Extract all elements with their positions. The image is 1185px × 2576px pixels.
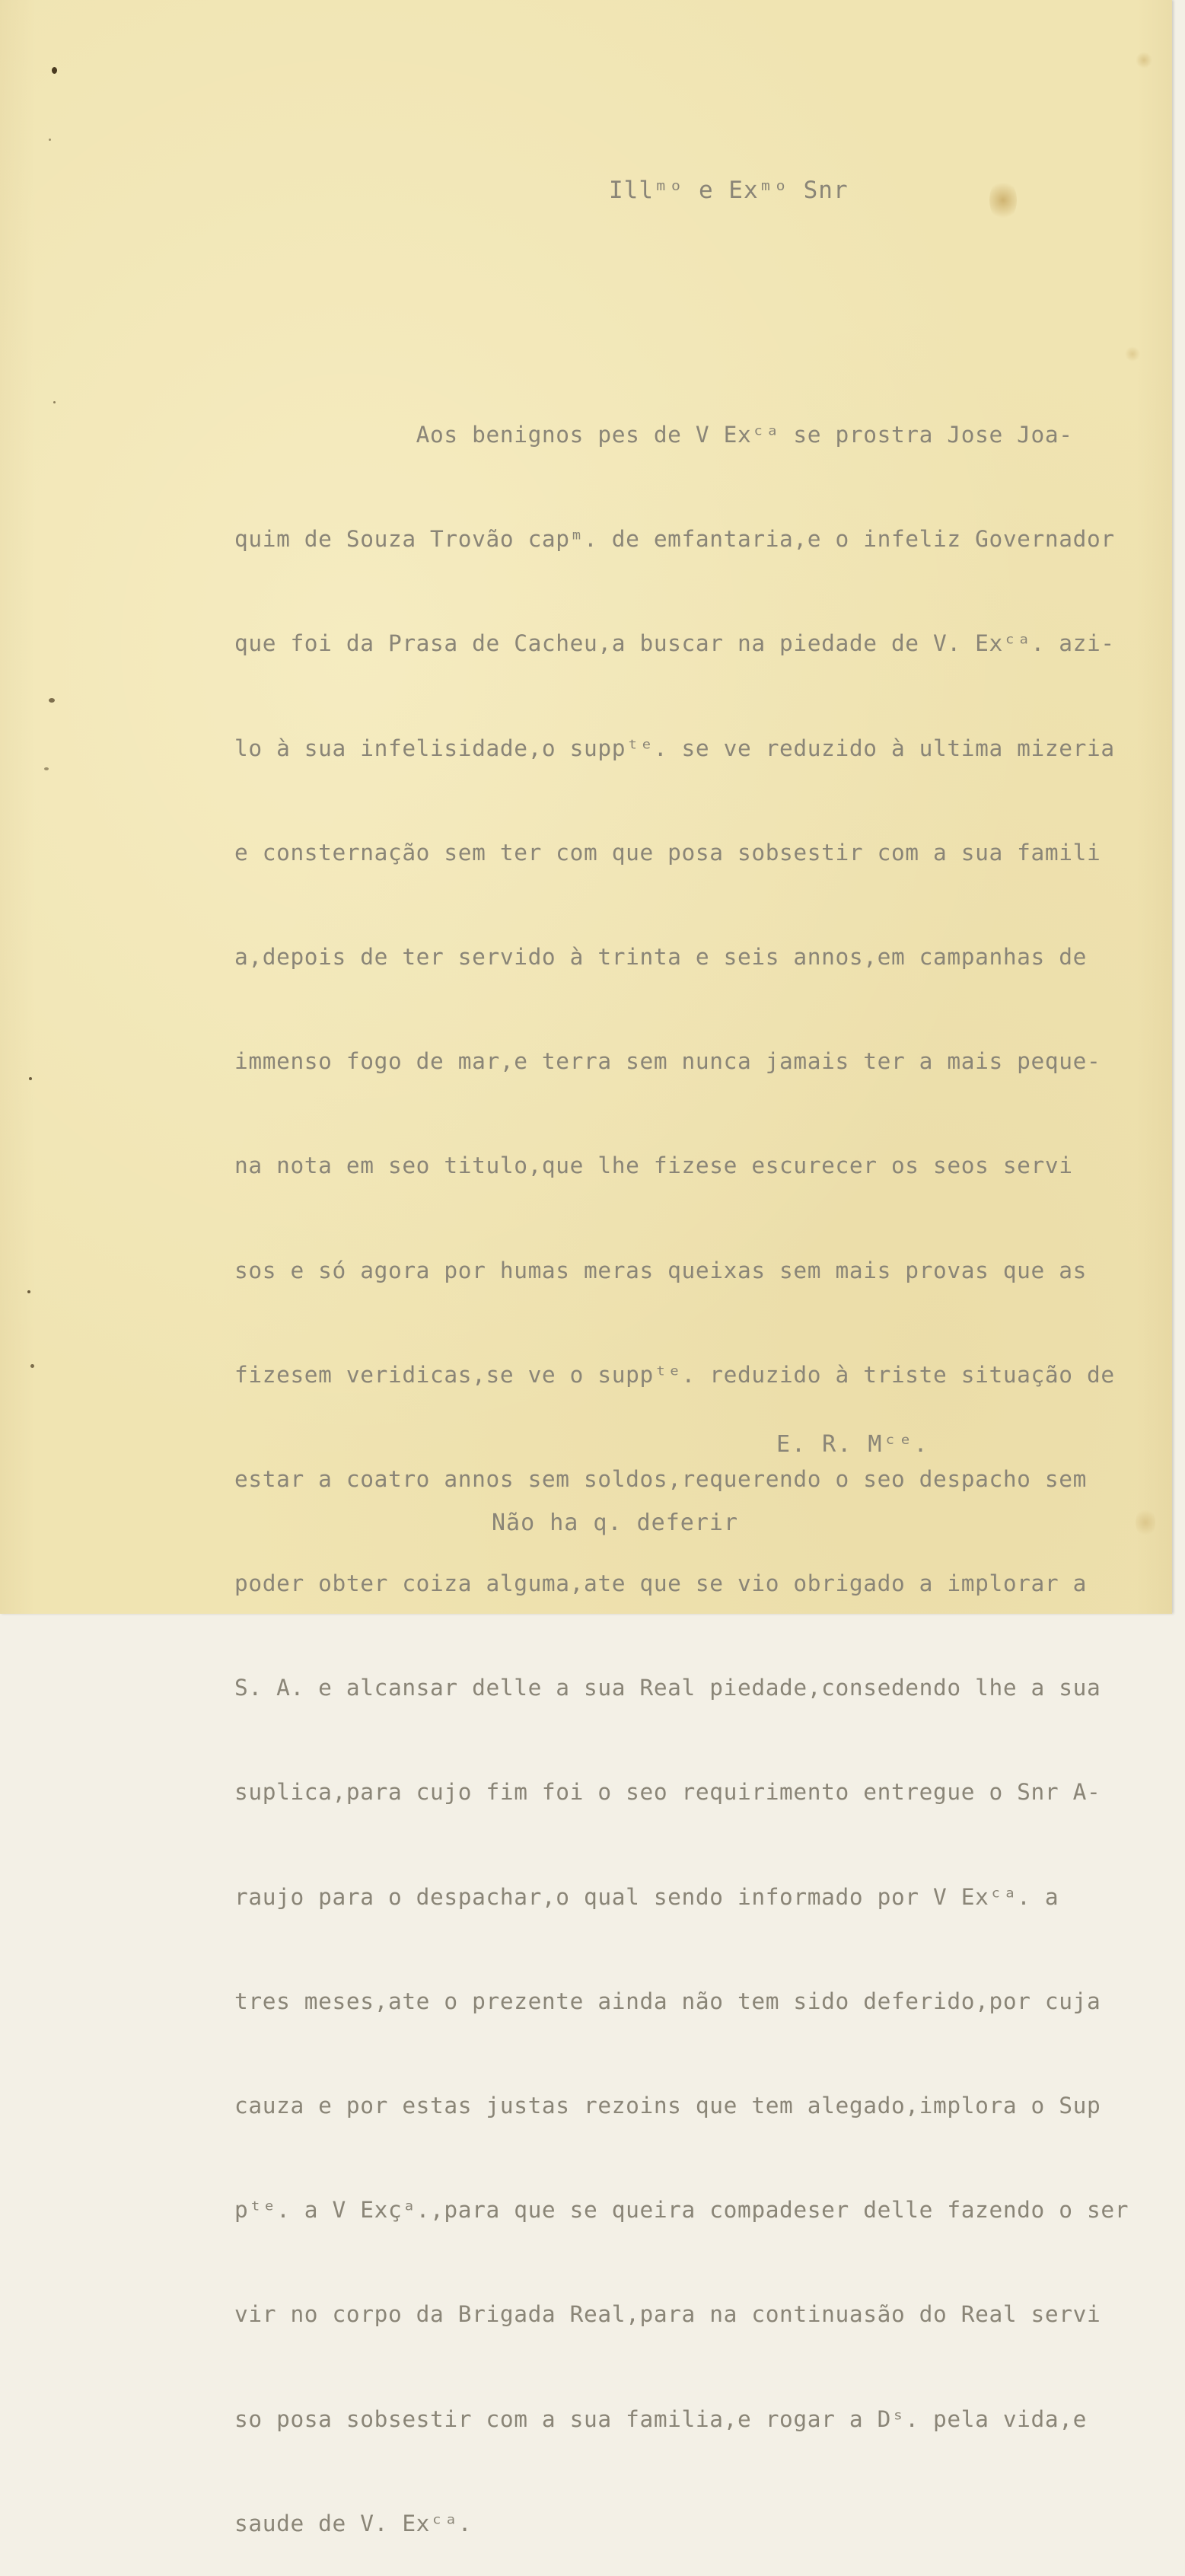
salutation-heading: Illᵐᵒ e Exᵐᵒ Snr: [609, 177, 849, 204]
text-line: cauza e por estas justas rezoins que tem alegado,implora o Sup: [234, 2093, 1101, 2119]
text-line: que foi da Prasa de Cacheu,a buscar na piedade de V. Exᶜᵃ. azi-: [234, 630, 1115, 657]
decision-note: Não ha q. deferir: [492, 1510, 739, 1536]
text-line: fizesem veridicas,se ve o suppᵗᵉ. reduzido à triste situação de: [234, 1361, 1115, 1388]
ink-speck: [49, 139, 51, 141]
text-line: sos e só agora por humas meras queixas sem mais provas que as: [234, 1257, 1087, 1283]
text-line: lo à sua infelisidade,o suppᵗᵉ. se ve reduzido à ultima mizeria: [234, 735, 1115, 761]
ink-speck: [29, 1077, 32, 1080]
paper-stain: [989, 179, 1017, 222]
text-line: pᵗᵉ. a V Exçᵃ.,para que se queira compadeser delle fazendo o ser: [234, 2197, 1129, 2224]
text-line: e consternação sem ter com que posa sobsestir com a sua famili: [234, 839, 1101, 866]
text-line: tres meses,ate o prezente ainda não tem sido deferido,por cuja: [234, 1988, 1101, 2014]
ink-speck: [27, 1290, 30, 1293]
closing-formula: E. R. Mᶜᵉ.: [776, 1431, 929, 1458]
text-line: na nota em seo titulo,que lhe fizese escurecer os seos servi: [234, 1153, 1073, 1179]
text-line: raujo para o despachar,o qual sendo informado por V Exᶜᵃ. a: [234, 1883, 1059, 1910]
text-line: suplica,para cujo fim foi o seo requirimento entregue o Snr A-: [234, 1779, 1101, 1806]
text-line: estar a coatro annos sem soldos,requerendo o seo despacho sem: [234, 1465, 1087, 1492]
ink-speck: [53, 401, 56, 403]
text-line: S. A. e alcansar delle a sua Real piedade,consedendo lhe a sua: [234, 1675, 1101, 1701]
ink-speck: [49, 698, 55, 703]
text-line: quim de Souza Trovão capᵐ. de emfantaria,e o infeliz Governador: [234, 526, 1115, 553]
text-line: so posa sobsestir com a sua familia,e rogar a Dˢ. pela vida,e: [234, 2405, 1087, 2432]
ink-speck: [30, 1364, 34, 1368]
text-line: saude de V. Exᶜᵃ.: [234, 2510, 473, 2536]
ink-speck: [52, 67, 57, 74]
ink-speck: [44, 767, 49, 770]
text-line: Aos benignos pes de V Exᶜᵃ se prostra Jose Joa-: [234, 422, 1073, 448]
text-line: a,depois de ter servido à trinta e seis annos,em campanhas de: [234, 943, 1087, 970]
paper-stain: [1136, 52, 1152, 69]
text-line: vir no corpo da Brigada Real,para na continuasão do Real servi: [234, 2301, 1101, 2328]
petition-body: [234, 356, 1171, 2576]
text-line: poder obter coiza alguma,ate que se vio obrigado a implorar a: [234, 1570, 1087, 1597]
text-line: immenso fogo de mar,e terra sem nunca jamais ter a mais peque-: [234, 1048, 1101, 1075]
